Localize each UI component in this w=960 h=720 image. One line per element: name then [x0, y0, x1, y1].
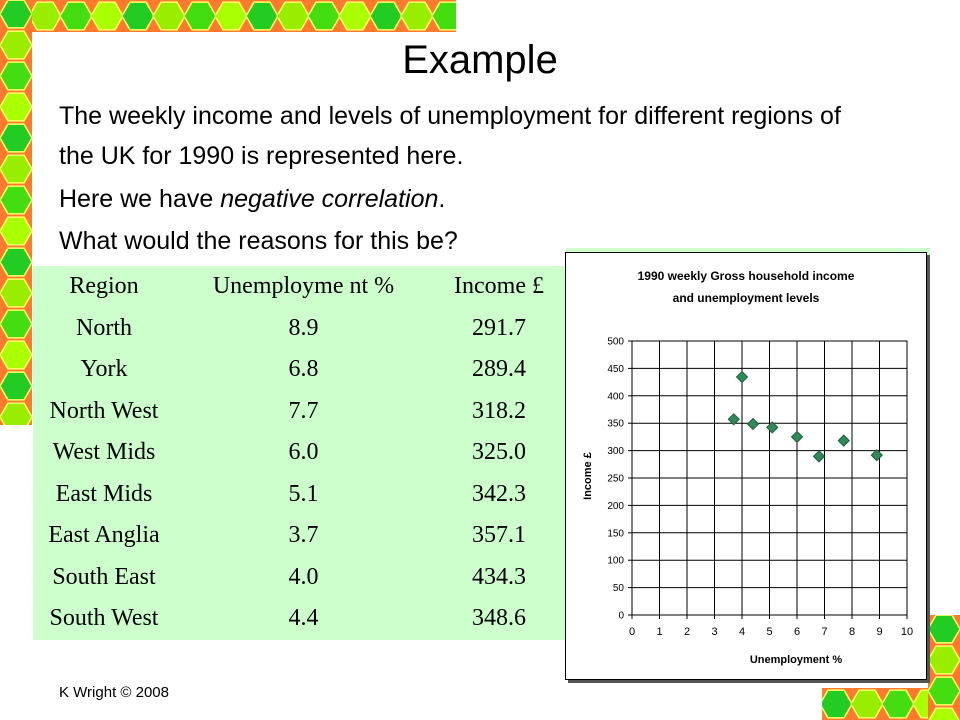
hexagon-decoration: [882, 690, 914, 718]
hexagon-decoration: [0, 186, 32, 214]
table-row: [33, 557, 566, 599]
cell-unemployment: 5.1: [288, 480, 319, 507]
x-axis-label: Unemployment %: [749, 654, 843, 666]
cell-income: 434.3: [472, 563, 526, 590]
chart-title-line-1: 1990 weekly Gross household income: [637, 269, 855, 283]
table-row: [33, 349, 566, 391]
hexagon-decoration: [91, 2, 123, 30]
hexagon-decoration: [0, 341, 32, 369]
footer-copyright: K Wright © 2008: [59, 684, 169, 701]
hexagon-decoration: [0, 93, 32, 121]
correlation-prefix: Here we have: [59, 185, 221, 213]
correlation-suffix: .: [438, 185, 446, 213]
x-tick-label: 10: [900, 626, 914, 638]
cell-region: South West: [49, 605, 159, 632]
question-paragraph: What would the reasons for this be?: [59, 227, 458, 255]
x-tick-label: 3: [711, 626, 718, 638]
cell-unemployment: 3.7: [288, 522, 319, 549]
x-tick-label: 5: [766, 626, 773, 638]
x-tick-label: 0: [628, 626, 636, 638]
cell-unemployment: 6.0: [288, 439, 319, 466]
cell-region: East Mids: [55, 480, 153, 507]
cell-region: West Mids: [52, 439, 156, 466]
data-table-container: [33, 266, 566, 640]
hexagon-decoration: [0, 248, 32, 276]
cell-unemployment: 4.4: [288, 605, 319, 632]
cell-unemployment: 7.7: [288, 397, 319, 424]
table-row: [33, 515, 566, 557]
cell-income: 325.0: [472, 439, 526, 466]
table-row: [33, 432, 566, 474]
data-table: [33, 266, 566, 640]
hexagon-decoration: [370, 2, 402, 30]
slide-title: Example: [402, 38, 558, 82]
chart-title-line-2: and unemployment levels: [672, 291, 820, 305]
header-region: Region: [69, 273, 139, 300]
hexagon-decoration: [928, 677, 960, 705]
table-row: [33, 308, 566, 350]
y-tick-label: 150: [607, 528, 624, 540]
y-tick-label: 200: [607, 500, 624, 512]
hexagon-decoration: [339, 2, 371, 30]
cell-income: 357.1: [472, 522, 526, 549]
x-tick-label: 8: [848, 626, 856, 638]
table-header-row: [33, 266, 566, 308]
hexagon-decoration: [0, 155, 32, 183]
cell-income: 342.3: [472, 480, 526, 507]
hexagon-decoration: [29, 2, 61, 30]
x-tick-label: 6: [793, 626, 801, 638]
correlation-emphasis: negative correlation: [220, 185, 439, 213]
cell-income: 289.4: [472, 356, 526, 383]
y-tick-label: 50: [612, 583, 624, 595]
header-income: Income £: [454, 273, 544, 300]
scatter-chart-svg: [566, 253, 926, 679]
hexagon-decoration: [0, 372, 32, 400]
hexagon-decoration: [277, 2, 309, 30]
hexagon-decoration: [401, 2, 433, 30]
x-tick-label: 1: [656, 626, 663, 638]
decorative-border-right: [928, 615, 960, 720]
hexagon-decoration: [215, 2, 247, 30]
y-tick-label: 250: [607, 473, 624, 485]
table-row: [33, 391, 566, 433]
hexagon-decoration: [0, 279, 32, 307]
hexagon-decoration: [0, 310, 32, 338]
cell-income: 348.6: [472, 605, 526, 632]
hexagon-decoration: [246, 2, 278, 30]
y-tick-label: 0: [618, 610, 624, 622]
y-axis-label: Income £: [582, 452, 594, 500]
hexagon-decoration: [928, 646, 960, 674]
hexagon-decoration: [60, 2, 92, 30]
y-tick-label: 300: [607, 446, 624, 458]
decorative-border-top: [0, 0, 456, 32]
hexagon-decoration: [851, 690, 883, 718]
cell-region: York: [80, 356, 128, 383]
x-tick-label: 2: [683, 626, 691, 638]
table-row: [33, 598, 566, 640]
intro-paragraph: The weekly income and levels of unemployment for different regions of the UK for 1990 is represented here.: [59, 102, 841, 170]
hexagon-decoration: [153, 2, 185, 30]
x-tick-label: 9: [876, 626, 883, 638]
cell-unemployment: 6.8: [288, 356, 319, 383]
hexagon-decoration: [0, 124, 32, 152]
cell-region: North: [76, 314, 132, 341]
cell-income: 291.7: [472, 314, 526, 341]
cell-region: East Anglia: [48, 522, 160, 549]
hexagon-decoration: [0, 217, 32, 245]
x-tick-label: 7: [821, 626, 828, 638]
cell-unemployment: 8.9: [288, 314, 319, 341]
header-unemployment: Unemployme nt %: [212, 273, 395, 300]
hexagon-decoration: [122, 2, 154, 30]
cell-income: 318.2: [472, 397, 526, 424]
hexagon-decoration: [184, 2, 216, 30]
cell-region: South East: [52, 563, 156, 590]
hexagon-decoration: [928, 615, 960, 643]
cell-region: North West: [49, 397, 159, 424]
y-tick-label: 100: [607, 555, 624, 567]
cell-unemployment: 4.0: [288, 563, 319, 590]
scatter-chart: [565, 252, 927, 680]
hexagon-decoration: [308, 2, 340, 30]
y-tick-label: 500: [607, 336, 624, 348]
hexagon-decoration: [0, 0, 32, 28]
y-tick-label: 350: [607, 418, 624, 430]
table-row: [33, 474, 566, 516]
x-tick-label: 4: [738, 626, 746, 638]
y-tick-label: 400: [607, 391, 624, 403]
y-tick-label: 450: [607, 363, 624, 375]
correlation-paragraph: [59, 180, 445, 218]
